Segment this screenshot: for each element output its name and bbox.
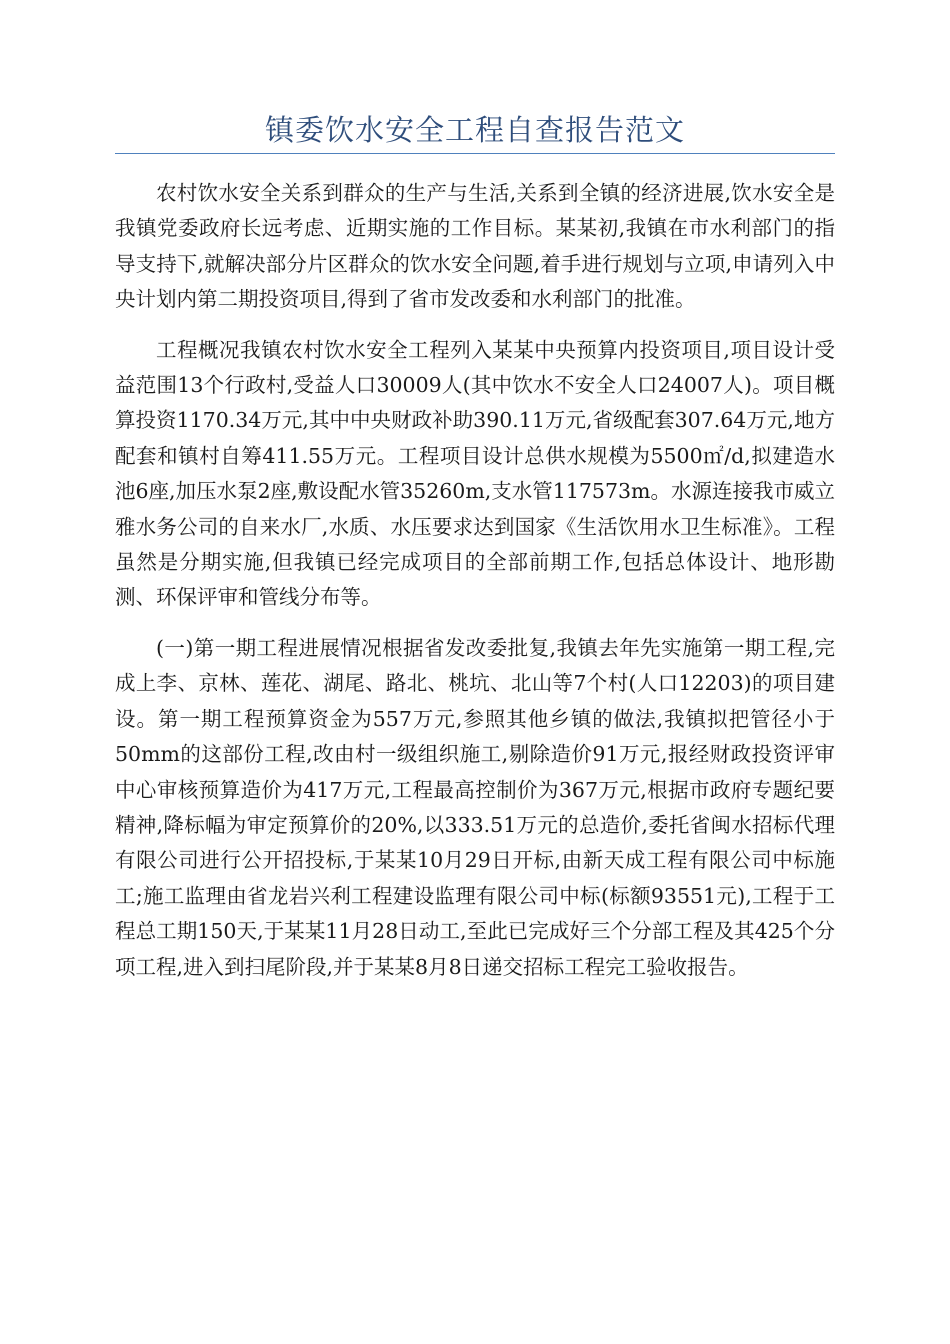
title-underline: [115, 153, 835, 154]
paragraph-project-overview: 工程概况我镇农村饮水安全工程列入某某中央预算内投资项目,项目设计受益范围13个行政村,受益人口30009人(其中饮水不安全人口24007人)。项目概算投资1170.34万元,其中中央财政补助390.11万元,省级配套307.64万元,地方配套和镇村自筹411.55万元。工程项目设计总供水规模为5500㎡/d,拟建造水池6座,加压水泵2座,敷设配水管35260m,支水管117573m。水源连接我市威立雅水务公司的自来水厂,水质、水压要求达到国家《生活饮用水卫生标准》。工程虽然是分期实施,但我镇已经完成项目的全部前期工作,包括总体设计、地形勘测、环保评审和管线分布等。: [115, 337, 835, 610]
document-body: [115, 176, 835, 1000]
paragraph-phase-one-progress: (一)第一期工程进展情况根据省发改委批复,我镇去年先实施第一期工程,完成上李、京林、莲花、湖尾、路北、桃坑、北山等7个村(人口12203)的项目建设。第一期工程预算资金为557万元,参照其他乡镇的做法,我镇拟把管径小于50mm的这部份工程,改由村一级组织施工,剔除造价91万元,报经财政投资评审中心审核预算造价为417万元,工程最高控制价为367万元,根据市政府专题纪要精神,降标幅为审定预算价的20%,以333.51万元的总造价,委托省闽水招标代理有限公司进行公开招投标,于某某10月29日开标,由新天成工程有限公司中标施工;施工监理由省龙岩兴利工程建设监理有限公司中标(标额93551元),工程于工程总工期150天,于某某11月28日动工,至此已完成好三个分部工程及其425个分项工程,进入到扫尾阶段,并于某某8月8日递交招标工程完工验收报告。: [115, 635, 835, 979]
document-title: 镇委饮水安全工程自查报告范文: [264, 113, 685, 147]
paragraph-intro: 农村饮水安全关系到群众的生产与生活,关系到全镇的经济进展,饮水安全是我镇党委政府长远考虑、近期实施的工作目标。某某初,我镇在市水利部门的指导支持下,就解决部分片区群众的饮水安全问题,着手进行规划与立项,申请列入中央计划内第二期投资项目,得到了省市发改委和水利部门的批准。: [115, 181, 835, 312]
